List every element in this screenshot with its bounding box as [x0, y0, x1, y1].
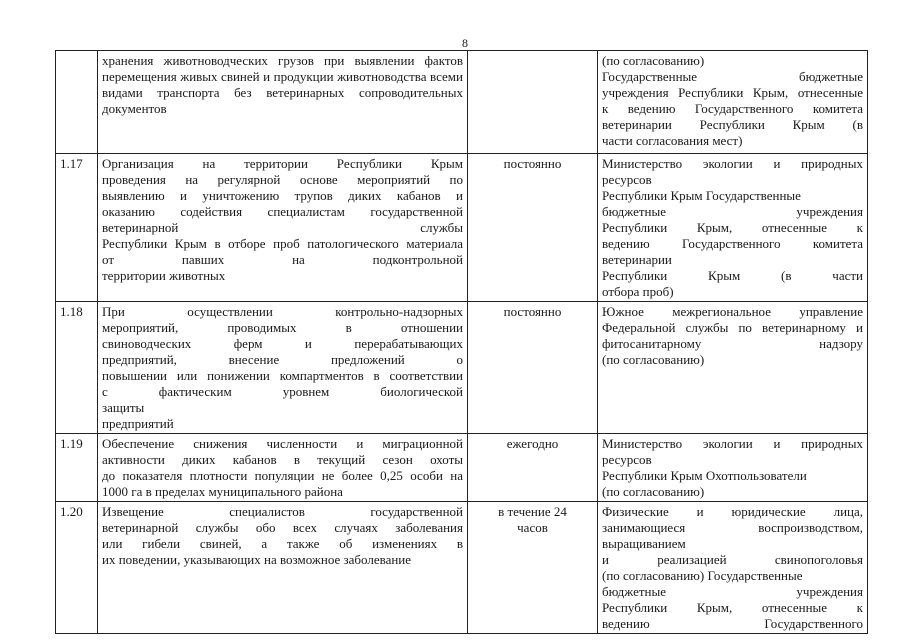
executor-line: бюджетные учреждения: [602, 204, 863, 219]
executor-line: части согласования мест): [602, 133, 743, 148]
executor-line: Государственные бюджетные: [602, 69, 863, 84]
executor-line: (по согласованию): [602, 53, 705, 68]
activity-line: При осуществлении контрольно-надзорных: [102, 304, 463, 319]
deadline-text: постоянно: [468, 154, 598, 302]
activity-line: с фактическим уровнем биологической: [102, 384, 463, 399]
deadline-text: [468, 51, 598, 154]
activity-line: свиноводческих ферм и перерабатывающих: [102, 336, 463, 351]
activity-line: перемещения живых свиней и продукции животноводства всеми: [102, 69, 463, 84]
executor-line: Министерство экологии и природных ресурсов: [602, 436, 863, 467]
table-row: [56, 502, 868, 634]
page-number: 8: [462, 36, 468, 50]
activity-line: защиты: [102, 400, 145, 415]
activity-line: их поведении, указывающих на возможное заболевание: [102, 552, 412, 567]
activity-line: мероприятий, проводимых в отношении: [102, 320, 463, 335]
activity-line: предприятий, внесение предложений о: [102, 352, 463, 367]
responsible-executors: [598, 154, 868, 302]
executor-line: Министерство экологии и природных ресурсов: [602, 156, 863, 187]
item-number: 1.20: [56, 502, 98, 634]
item-number: 1.17: [56, 154, 98, 302]
executor-line: учреждения Республики Крым, отнесенные: [602, 85, 863, 100]
activity-line: до показателя плотности популяции не более 0,25 особи на: [102, 468, 463, 483]
activity-text: При осуществлении контрольно-надзорных мероприятий, проводимых в отношении свиноводческих ферм и перерабатывающих предприятий, внесение предложений о повышении или понижении компартментов в соответствии с фактическим уровнем биологической защиты предприятий: [98, 302, 468, 434]
activity-line: активности диких кабанов в текущий сезон охоты: [102, 452, 463, 467]
item-number: [56, 51, 98, 154]
activity-text: [98, 51, 468, 154]
executor-line: Республики Крым, отнесенные к: [602, 220, 863, 235]
deadline-text: ежегодно: [468, 434, 598, 502]
executor-line: ветеринарии Республики Крым (в: [602, 117, 863, 132]
table-row: [56, 434, 868, 502]
activity-line: видами транспорта без ветеринарных сопроводительных документов: [102, 85, 463, 116]
executor-line: ведению Государственного: [602, 616, 863, 631]
activity-text: [98, 434, 468, 502]
activity-line: Республики Крым в отборе проб патологического материала: [102, 236, 463, 251]
executor-line: и реализацией свинопоголовья: [602, 552, 863, 567]
activity-line: или гибели свиней, а также об изменениях в: [102, 536, 463, 551]
activity-line: Организация на территории Республики Крым: [102, 156, 463, 171]
activity-line: от павших на подконтрольной: [102, 252, 463, 267]
activity-line: 1000 га в пределах муниципального района: [102, 484, 343, 499]
deadline-text: в течение 24 часов: [468, 502, 598, 634]
executor-line: (по согласованию): [602, 352, 705, 367]
item-number: 1.18: [56, 302, 98, 434]
executor-line: Южное межрегиональное управление: [602, 304, 863, 319]
activity-line: территории животных: [102, 268, 226, 283]
activity-text: [98, 154, 468, 302]
executor-line: Республики Крым (в части: [602, 268, 863, 283]
responsible-executors: [598, 302, 868, 434]
table-row: [56, 51, 868, 154]
deadline-text: постоянно: [468, 302, 598, 434]
activity-text: [98, 502, 468, 634]
activity-line: проведения на регулярной основе мероприятий по: [102, 172, 463, 187]
executor-line: Физические и юридические лица,: [602, 504, 863, 519]
executor-line: ведению Государственного комитета ветеринарии: [602, 236, 863, 267]
executor-line: Республики Крым Государственные: [602, 188, 801, 203]
executor-line: Федеральной службы по ветеринарному и: [602, 320, 863, 335]
executor-line: (по согласованию) Государственные: [602, 568, 803, 583]
activity-line: хранения животноводческих грузов при выявлении фактов: [102, 53, 463, 68]
responsible-executors: [598, 51, 868, 154]
responsible-executors: [598, 434, 868, 502]
executor-line: к ведению Государственного комитета: [602, 101, 863, 116]
table-row: [56, 154, 868, 302]
executor-line: фитосанитарному надзору: [602, 336, 863, 351]
table-row: [56, 302, 868, 434]
executor-line: отбора проб): [602, 284, 674, 299]
activity-line: Обеспечение снижения численности и миграционной: [102, 436, 463, 451]
measures-table-body: [56, 51, 868, 634]
activity-line: повышении или понижении компартментов в соответствии: [102, 368, 463, 383]
item-number: 1.19: [56, 434, 98, 502]
activity-line: Извещение специалистов государственной: [102, 504, 463, 519]
executor-line: (по согласованию): [602, 484, 705, 499]
executor-line: бюджетные учреждения: [602, 584, 863, 599]
activity-line: оказанию содействия специалистам государственной ветеринарной службы: [102, 204, 463, 235]
activity-line: выявлению и уничтожению трупов диких кабанов и: [102, 188, 463, 203]
executor-line: занимающиеся воспроизводством, выращиванием: [602, 520, 863, 551]
measures-table: [55, 50, 868, 634]
executor-line: Республики Крым, отнесенные к: [602, 600, 863, 615]
executor-line: Республики Крым Охотпользователи: [602, 468, 807, 483]
responsible-executors: [598, 502, 868, 634]
activity-line: ветеринарной службы обо всех случаях заболевания: [102, 520, 463, 535]
